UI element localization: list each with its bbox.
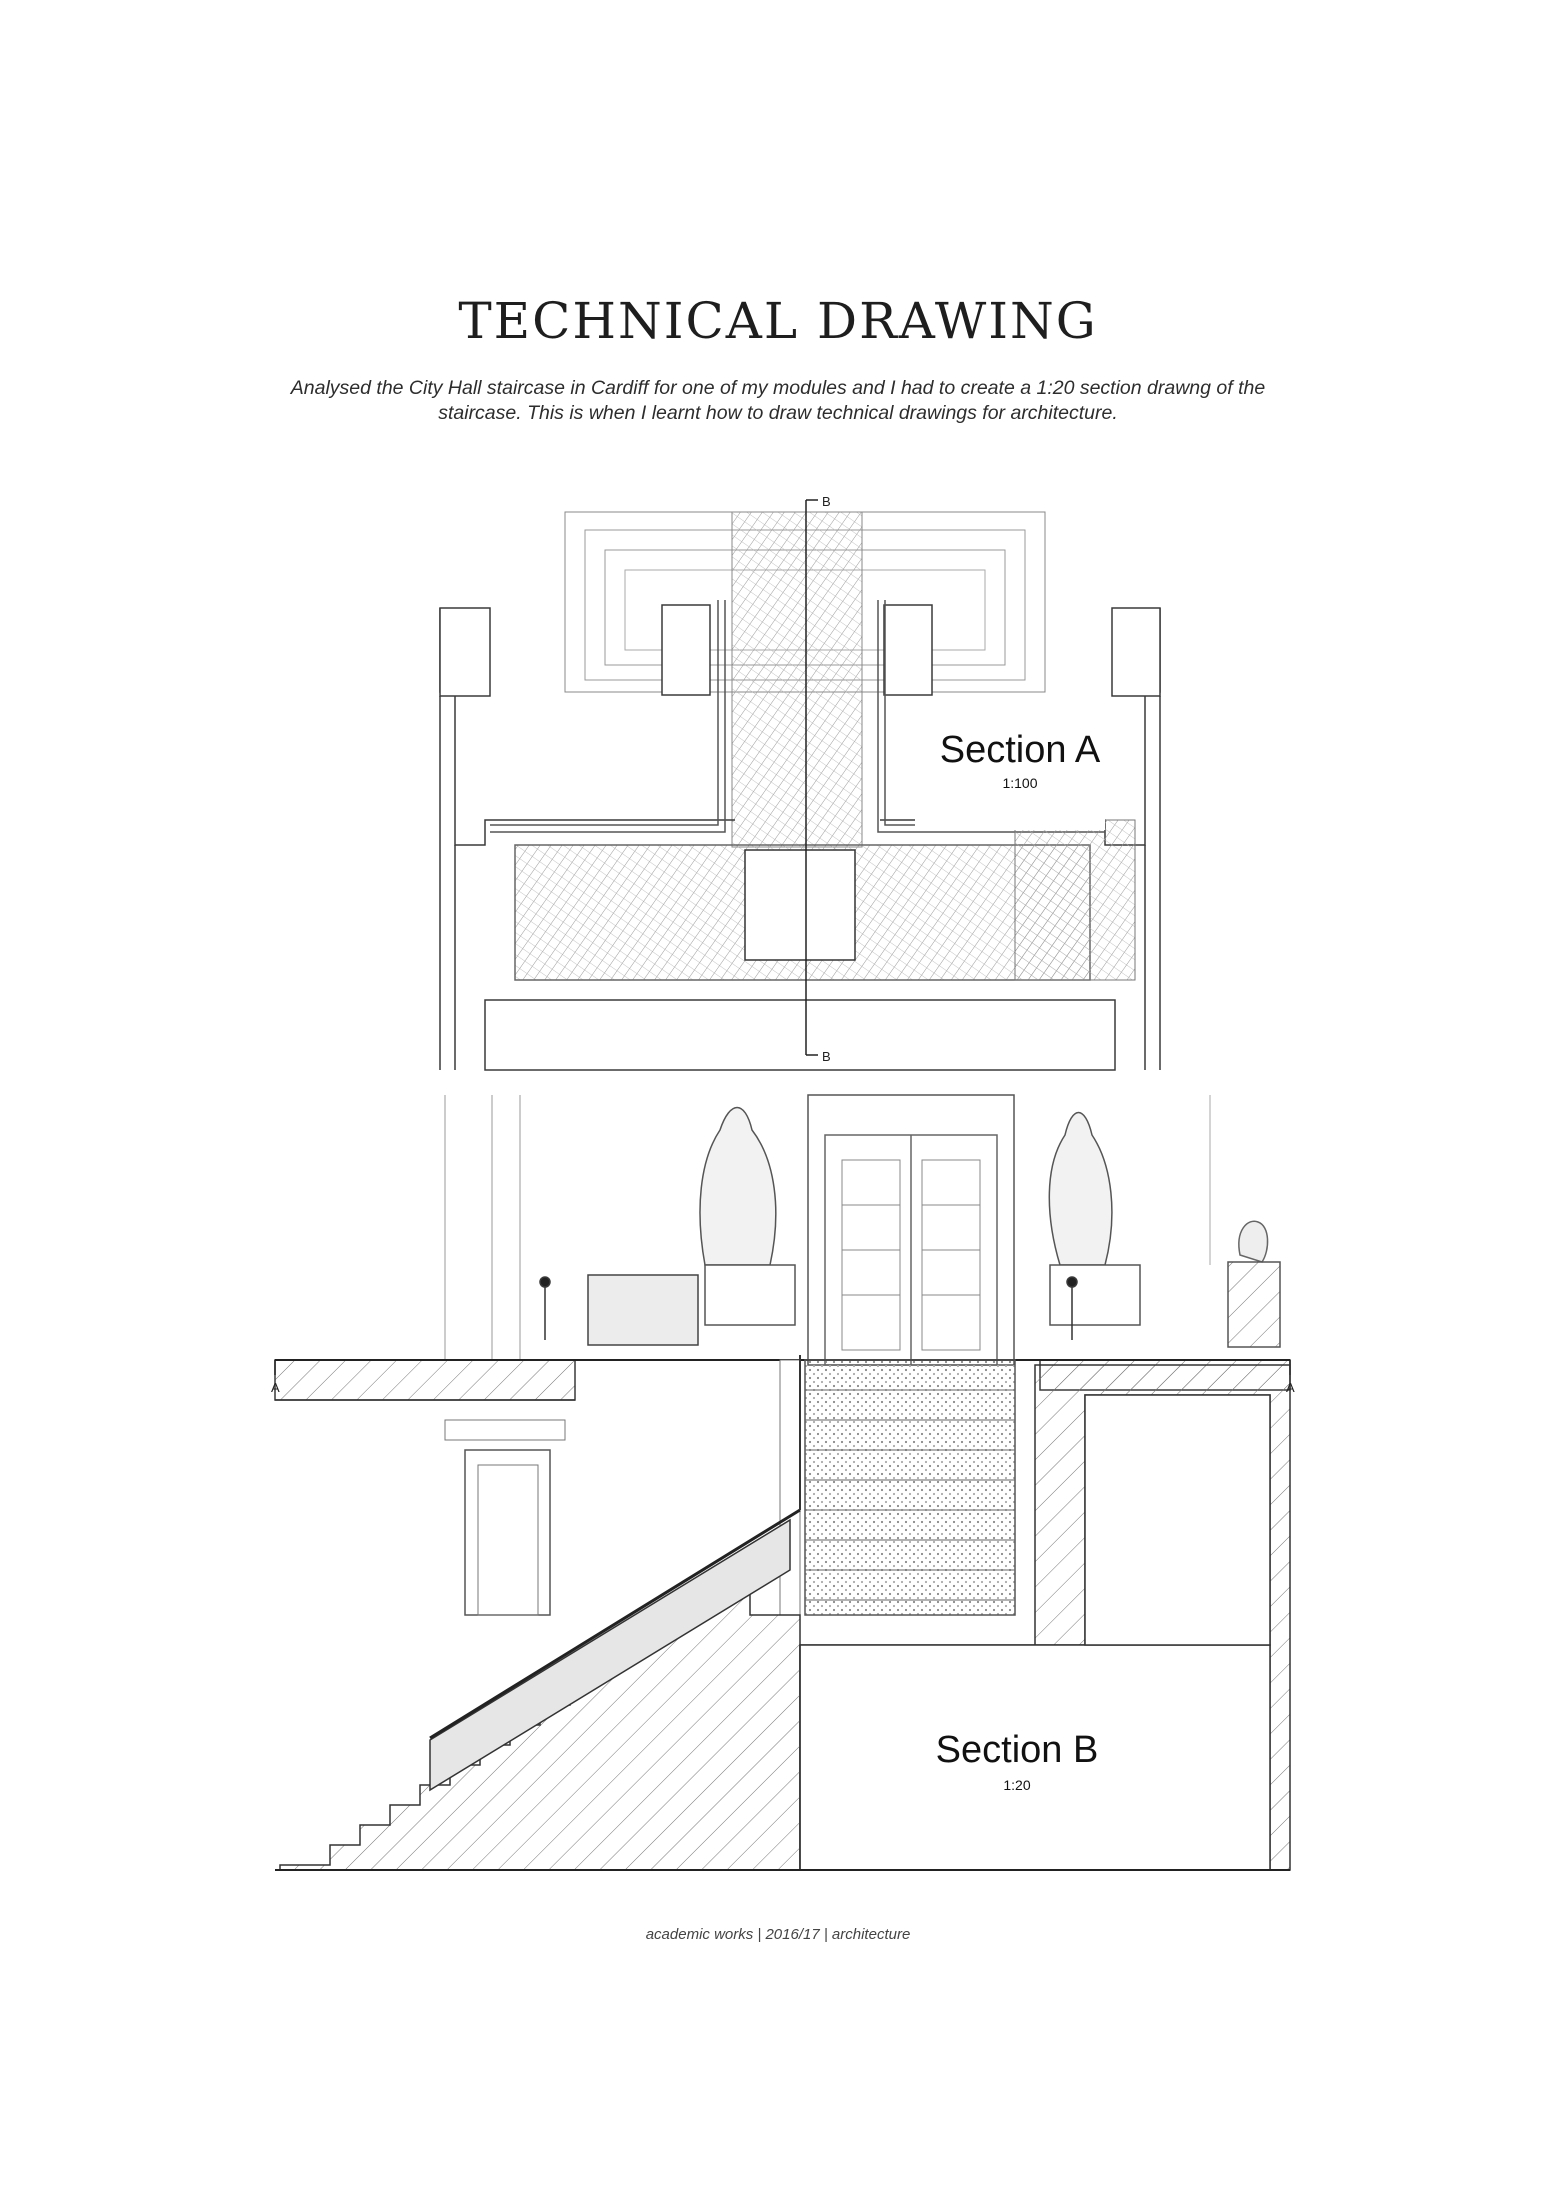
section-b-elevation [275,1095,1290,1870]
cut-mark-a-right: A [1286,1380,1295,1395]
section-b-title: Section B [935,1729,1099,1771]
page-title: TECHNICAL DRAWING [458,292,1098,350]
section-a-title: Section A [939,729,1101,771]
intro-line-2: staircase. This is when I learnt how to draw technical drawings for architecture. [438,402,1118,424]
footer-text: academic works | 2016/17 | architecture [645,1926,911,1943]
cut-mark-b-bottom: B [822,1049,831,1064]
section-a-scale: 1:100 [1002,775,1038,791]
section-b-scale: 1:20 [1003,1777,1031,1793]
cut-mark-b-top: B [822,494,831,509]
intro-line-1: Analysed the City Hall staircase in Cardiff for one of my modules and I had to create a 1:20 section drawng of the [290,377,1266,399]
cut-mark-a-left: A [271,1380,280,1395]
